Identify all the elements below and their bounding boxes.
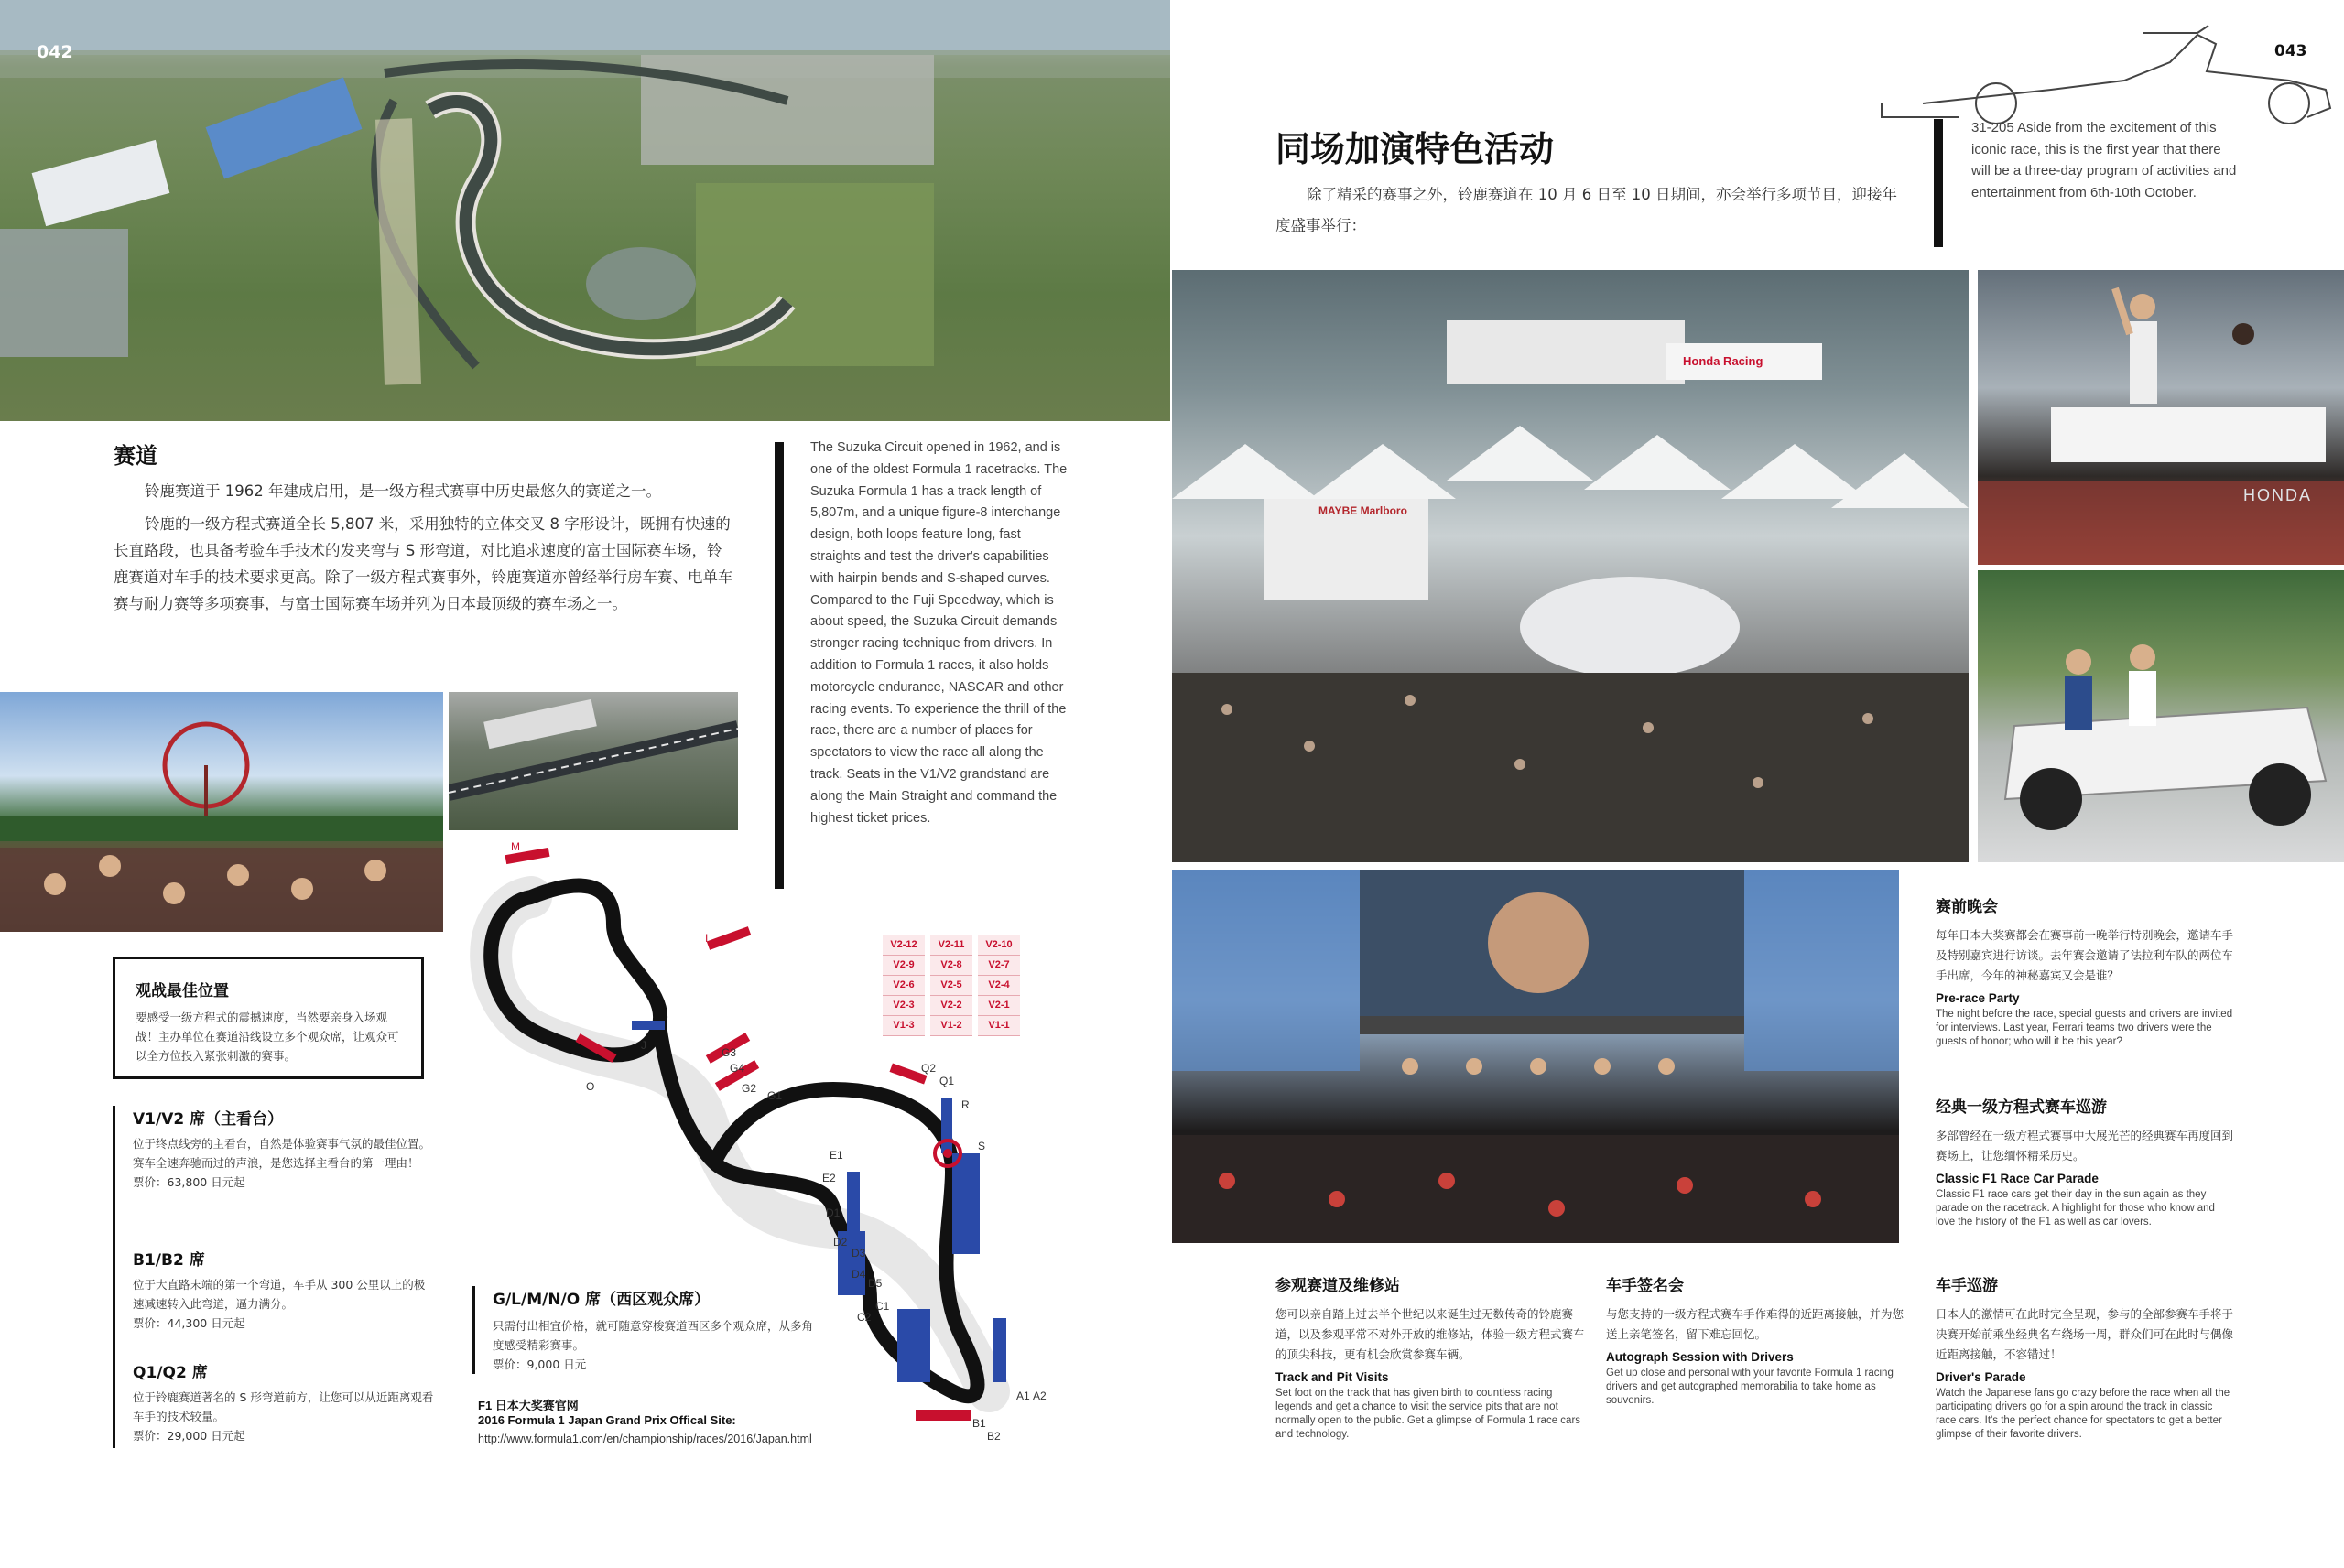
map-label-d1: D1	[826, 1206, 841, 1219]
stand-grid-cell: V2-9	[883, 956, 925, 976]
left-page-number: 042	[37, 42, 73, 62]
events-en-intro: 31-205 Aside from the excitement of this iconic race, this is the first year that there will be a three-day program of activities and entertainment from 6th-10th October.	[1971, 120, 2237, 200]
stand-i	[707, 926, 752, 950]
stage-photo	[1172, 870, 1899, 1243]
map-label-r: R	[961, 1098, 970, 1111]
seat-v1v2-title: V1/V2 席（主看台）	[133, 1110, 284, 1129]
map-label-b1: B1	[972, 1417, 986, 1430]
events-title: 同场加演特色活动	[1275, 128, 1555, 169]
best-spot-title: 观战最佳位置	[136, 982, 229, 1000]
event-prerace-title-en: Pre-race Party	[1936, 991, 2020, 1005]
official-site-url[interactable]: http://www.formula1.com/en/championship/races/2016/Japan.html	[478, 1433, 812, 1445]
gokart-photo	[1978, 570, 2344, 862]
map-label-c1: C1	[875, 1300, 890, 1313]
best-spot-box	[113, 957, 424, 1079]
f1-car-drawing	[1868, 16, 2344, 126]
event-autograph-cn: 与您支持的一级方程式赛车手作难得的近距离接触，并为您送上亲笔签名，留下难忘回忆。	[1606, 1307, 1904, 1341]
seat-v1v2	[133, 1106, 435, 1192]
seat-v1v2-price: 票价：63,800 日元起	[133, 1175, 245, 1189]
map-label-b2: B2	[987, 1430, 1001, 1443]
event-autograph-title-en: Autograph Session with Drivers	[1606, 1350, 1794, 1364]
stand-grid-cell: V2-11	[930, 935, 972, 956]
map-label-d3: D3	[852, 1247, 866, 1260]
event-autograph	[1606, 1272, 1908, 1408]
event-prerace-cn: 每年日本大奖赛都会在赛事前一晚举行特别晚会，邀请车手及特别嘉宾进行访谈。去年赛会邀请了法拉利车队的两位车手出席，今年的神秘嘉宾又会是谁？	[1936, 928, 2234, 982]
stand-grid-cell: V2-7	[978, 956, 1020, 976]
driver-waving-photo	[1978, 270, 2344, 565]
seat-v1v2-desc: 位于终点线旁的主看台，自然是体验赛事气氛的最佳位置。赛车全速奔驰而过的声浪，是您选择主看台的第一理由！	[133, 1137, 431, 1170]
map-label-s: S	[978, 1140, 986, 1152]
stand-grid-col-2	[930, 935, 972, 1036]
official-site-title-cn: F1 日本大奖赛官网	[478, 1399, 579, 1412]
event-driver-parade-title-cn: 车手巡游	[1936, 1277, 1998, 1295]
event-driver-parade-cn: 日本人的激情可在此时完全呈现，参与的全部参赛车手将于决赛开始前乘坐经典名车绕场一周，群众们可在此时与偶像近距离接触，不容错过！	[1936, 1307, 2234, 1361]
stand-grid-cell: V2-1	[978, 996, 1020, 1016]
map-label-a2: A2	[1033, 1390, 1047, 1402]
stand-grid-cell: V2-2	[930, 996, 972, 1016]
seat-b1b2	[133, 1247, 435, 1333]
event-autograph-title-cn: 车手签名会	[1606, 1277, 1684, 1295]
right-page-number: 043	[2274, 42, 2307, 60]
event-prerace	[1936, 893, 2234, 1049]
stand-grid-cell: V1-3	[883, 1016, 925, 1036]
seat-v-bar	[113, 1106, 115, 1448]
event-track-visit-title-en: Track and Pit Visits	[1275, 1370, 1389, 1384]
stand-grid-cell: V1-2	[930, 1016, 972, 1036]
map-label-g4: G4	[730, 1062, 745, 1075]
map-label-d2: D2	[833, 1236, 848, 1249]
stand-grid-cell: V2-12	[883, 935, 925, 956]
seat-b1b2-price: 票价：44,300 日元起	[133, 1316, 245, 1330]
seat-west-desc: 只需付出相宜价格，就可随意穿梭赛道西区多个观众席，从多角度感受精彩赛事。	[493, 1319, 814, 1352]
event-driver-parade	[1936, 1272, 2234, 1442]
event-classic-title-en: Classic F1 Race Car Parade	[1936, 1172, 2099, 1185]
stand-r	[941, 1098, 952, 1153]
stand-grid-cell: V2-5	[930, 976, 972, 996]
stand-grid-cell: V2-4	[978, 976, 1020, 996]
sign-maybe: MAYBE Marlboro	[1318, 504, 1407, 517]
map-label-g2: G2	[742, 1082, 757, 1095]
stand-grid-cell: V1-1	[978, 1016, 1020, 1036]
seat-q1q2	[133, 1359, 435, 1445]
stand-b	[916, 1410, 971, 1421]
seat-q1q2-price: 票价：29,000 日元起	[133, 1429, 245, 1443]
stand-grid-col-1	[883, 935, 925, 1036]
seat-b1b2-title: B1/B2 席	[133, 1251, 205, 1270]
festival-photo	[1172, 270, 1969, 862]
map-label-a1: A1	[1016, 1390, 1030, 1402]
seat-b1b2-desc: 位于大直路末端的第一个弯道，车手从 300 公里以上的极速减速转入此弯道，逼力满分。	[133, 1278, 426, 1311]
circuit-cn-paragraph-2: 铃鹿的一级方程式赛道全长 5,807 米，采用独特的立体交叉 8 字形设计，既拥有快速的长直路段，也具备考验车手技术的发夹弯与 S 形弯道，对比追求速度的富士国际赛车场，铃鹿赛道对车手的技术要求更高。除了一级方程式赛事外，铃鹿赛道亦曾经举行房车赛、电单车赛与耐力赛等多项赛事，与富士国际赛车场并列为日本最顶级的赛车场之一。	[114, 515, 733, 612]
seat-q1q2-title: Q1/Q2 席	[133, 1364, 208, 1382]
event-track-visit-title-cn: 参观赛道及维修站	[1275, 1277, 1400, 1295]
map-label-q1: Q1	[939, 1075, 955, 1087]
track-map	[440, 824, 1062, 1446]
event-driver-parade-en: Watch the Japanese fans go crazy before the race when all the participating drivers go for a spin around the track in classic race cars. It's the perfect chance for spectators to get a better glimpse of their favorite drivers.	[1936, 1388, 2230, 1440]
event-driver-parade-title-en: Driver's Parade	[1936, 1370, 2026, 1384]
stand-grid-cell: V2-6	[883, 976, 925, 996]
map-label-e2: E2	[822, 1172, 836, 1184]
event-prerace-title-cn: 赛前晚会	[1936, 898, 1998, 916]
event-classic	[1936, 1094, 2234, 1229]
event-autograph-en: Get up close and personal with your favorite Formula 1 racing drivers and get autographed memorabilia to take home as souvenirs.	[1606, 1368, 1894, 1406]
circuit-cn-paragraph-1: 铃鹿赛道于 1962 年建成启用，是一级方程式赛事中历史最悠久的赛道之一。	[145, 482, 661, 500]
aerial-circuit-photo	[0, 0, 1170, 421]
stand-grid-cell: V2-10	[978, 935, 1020, 956]
event-classic-title-cn: 经典一级方程式赛车巡游	[1936, 1098, 2107, 1117]
map-label-c2: C2	[857, 1311, 872, 1324]
event-prerace-en: The night before the race, special guests and drivers are invited for interviews. Last year, Ferrari teams two drivers were the guests of honor; who will it be this year?	[1936, 1009, 2233, 1047]
map-label-d4: D4	[852, 1268, 866, 1281]
events-en-bar	[1934, 119, 1943, 247]
stand-grid-col-3	[978, 935, 1020, 1036]
event-classic-en: Classic F1 race cars get their day in the sun again as they parade on the racetrack. A highlight for those who know and love the history of the F1 as well as car lovers.	[1936, 1189, 2215, 1227]
stand-a	[993, 1318, 1006, 1382]
map-label-e1: E1	[830, 1149, 843, 1162]
event-classic-cn: 多部曾经在一级方程式赛事中大展光芒的经典赛车再度回到赛场上，让您缅怀精采历史。	[1936, 1129, 2234, 1162]
spectators-photo	[0, 692, 443, 932]
stand-e	[847, 1172, 860, 1236]
circuit-en-text: The Suzuka Circuit opened in 1962, and is one of the oldest Formula 1 racetracks. The Suzuka Formula 1 has a track length of 5,807m, and a unique figure-8 interchange design, both loops feature long, fast straights and test the driver's capabilities with hairpin bends and S-shaped curves. Compared to the Fuji Speedway, which is about speed, the Suzuka Circuit demands stronger racing technique from drivers. In addition to Formula 1 races, it also holds motorcycle endurance, NASCAR and other racing events. To experience the thrill of the race, there are a number of places for spectators to view the race all along the track. Seats in the V1/V2 grandstand are along the Main Straight and command the highest ticket prices.	[810, 440, 1068, 826]
en-column-bar	[775, 442, 784, 889]
stand-grid-cell: V2-3	[883, 996, 925, 1016]
map-label-m: M	[511, 840, 520, 853]
map-label-o: O	[586, 1080, 595, 1093]
map-label-g3: G3	[722, 1046, 737, 1059]
event-track-visit-en: Set foot on the track that has given birth to countless racing legends and get a chance to visit the service pits that are not normally open to the public. Get a glimpse of Formula 1 race cars and technology.	[1275, 1388, 1581, 1440]
seat-west-price: 票价：9,000 日元	[493, 1357, 587, 1371]
seat-west-title: G/L/M/N/O 席（西区观众席）	[493, 1291, 711, 1309]
sign-honda-racing: Honda Racing	[1683, 354, 1763, 368]
stand-c	[897, 1309, 930, 1382]
map-label-j: J	[641, 1039, 646, 1052]
seat-q1q2-desc: 位于铃鹿赛道著名的 S 形弯道前方，让您可以从近距离观看车手的技术较量。	[133, 1390, 434, 1423]
map-label-g1: G1	[767, 1089, 783, 1102]
grid-aerial-photo	[449, 692, 738, 830]
event-track-visit	[1275, 1272, 1587, 1442]
sign-screen-brand: HONDA	[2243, 486, 2313, 504]
circuit-title: 赛道	[114, 443, 157, 469]
event-track-visit-cn: 您可以亲自踏上过去半个世纪以来诞生过无数传奇的铃鹿赛道，以及参观平常不对外开放的维修站，体验一级方程式赛车的顶尖科技，更有机会欣赏参赛车辆。	[1275, 1307, 1585, 1361]
map-label-d5: D5	[868, 1277, 883, 1290]
map-label-i: I	[705, 932, 709, 945]
official-site-title-en: 2016 Formula 1 Japan Grand Prix Offical Site:	[478, 1413, 736, 1427]
map-label-q2: Q2	[921, 1062, 937, 1075]
events-cn-intro: 除了精采的赛事之外，铃鹿赛道在 10 月 6 日至 10 日期间，亦会举行多项节目，迎接年度盛事举行：	[1275, 186, 1897, 234]
stand-grid-cell: V2-8	[930, 956, 972, 976]
best-spot-text: 要感受一级方程式的震撼速度，当然要亲身入场观战！主办单位在赛道沿线设立多个观众席，让观众可以全方位投入紧张刺激的赛事。	[136, 1011, 399, 1063]
stand-j	[632, 1021, 665, 1030]
stand-s	[952, 1153, 980, 1254]
